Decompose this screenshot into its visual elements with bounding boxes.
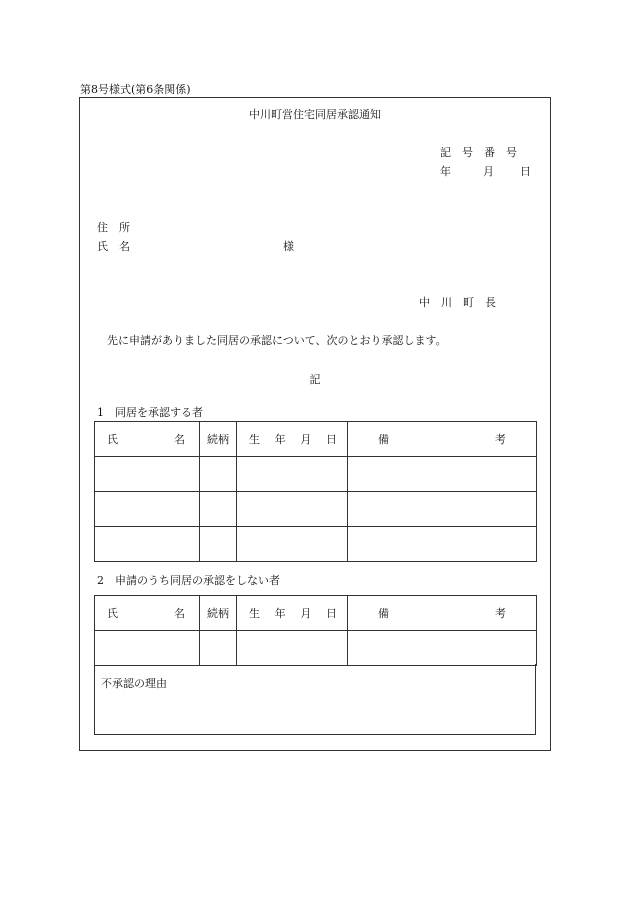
remarks-cell[interactable] (348, 527, 537, 562)
table-row (95, 527, 537, 562)
remarks-cell[interactable] (348, 457, 537, 492)
remarks-cell[interactable] (348, 492, 537, 527)
name-cell[interactable] (95, 457, 200, 492)
col-name: 氏 名 (107, 607, 185, 620)
date-line (440, 163, 531, 179)
remarks-cell[interactable] (348, 631, 537, 666)
col-remarks: 備 考 (378, 607, 506, 620)
form-label: 第8号様式(第6条関係) (80, 83, 191, 96)
birthdate-cell[interactable] (237, 631, 348, 666)
relation-cell[interactable] (200, 492, 237, 527)
reason-label: 不承認の理由 (101, 677, 167, 690)
col-name: 氏 名 (107, 433, 185, 446)
birthdate-cell[interactable] (237, 492, 348, 527)
col-relation: 続柄 (200, 596, 237, 631)
section1-heading: 1 同居を承認する者 (97, 406, 203, 419)
record-number: 記号番号 (440, 146, 528, 159)
approved-table (94, 421, 537, 562)
table-row (95, 631, 537, 666)
name-cell[interactable] (95, 492, 200, 527)
section2-heading: 2 申請のうち同居の承認をしない者 (97, 574, 280, 587)
date-day: 日 (520, 165, 531, 178)
relation-cell[interactable] (200, 631, 237, 666)
not-approved-table (94, 595, 537, 666)
issuer-name: 中川町長 (419, 296, 507, 309)
name-cell[interactable] (95, 631, 200, 666)
reason-box[interactable] (94, 664, 536, 735)
honorific: 様 (283, 240, 294, 253)
document-title: 中川町営住宅同居承認通知 (249, 108, 381, 121)
col-birthdate: 生 年 月 日 (249, 607, 337, 620)
table-header-row (95, 596, 537, 631)
name-cell[interactable] (95, 527, 200, 562)
address-label: 住 所 (97, 221, 130, 234)
date-year: 年 (440, 165, 451, 178)
relation-cell[interactable] (200, 457, 237, 492)
col-birthdate: 生 年 月 日 (249, 433, 337, 446)
col-remarks: 備 考 (378, 433, 506, 446)
name-label: 氏 名 (97, 240, 130, 253)
table-header-row (95, 422, 537, 457)
relation-cell[interactable] (200, 527, 237, 562)
col-relation: 続柄 (200, 422, 237, 457)
table-row (95, 457, 537, 492)
birthdate-cell[interactable] (237, 457, 348, 492)
body-text: 先に申請がありました同居の承認について、次のとおり承認します。 (107, 334, 447, 347)
ki-heading: 記 (309, 373, 321, 386)
table-row (95, 492, 537, 527)
date-month: 月 (483, 165, 494, 178)
birthdate-cell[interactable] (237, 527, 348, 562)
